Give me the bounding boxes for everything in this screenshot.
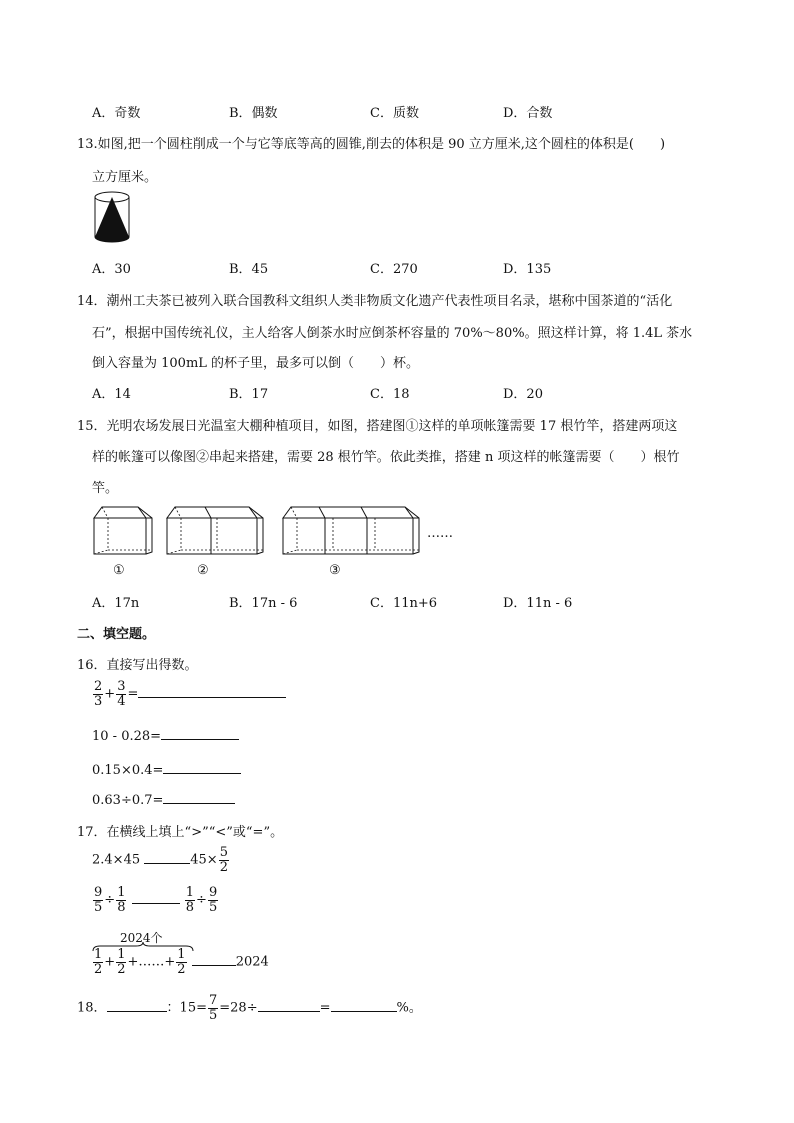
q15-option-a: A．17n (92, 596, 140, 611)
q14-stem-line3: 倒入容量为 100mL 的杯子里，最多可以倒（ ）杯。 (92, 356, 420, 371)
fraction: $\frac{1}{8}$ (117, 885, 126, 915)
q18-row: 18． ：15= $\frac{7}{5}$ =28÷ = %。 (77, 993, 422, 1023)
fraction: $\frac{1}{2}$ (117, 947, 126, 977)
q14-option-d: D．20 (503, 387, 543, 402)
q15-option-d: D．11n - 6 (503, 596, 573, 611)
tent-label-2: ② (197, 563, 209, 578)
q16-stem: 16．直接写出得数。 (77, 658, 198, 673)
brace-label: 2024个 (120, 931, 163, 945)
fraction: $\frac{5}{2}$ (219, 845, 228, 875)
q13-stem-line1: 13.如图,把一个圆柱削成一个与它等底等高的圆锥,削去的体积是 90 立方厘米,这个圆柱的体积是( ) (77, 137, 666, 152)
q13-option-d: D．135 (503, 262, 552, 277)
q16-expr4: 0.63÷0.7= (92, 790, 235, 808)
q14-option-c: C．18 (370, 387, 410, 402)
answer-blank[interactable] (163, 760, 241, 774)
q17-row2: $\frac{9}{5}$ ÷ $\frac{1}{8}$ $\frac{1}{8}$ ÷ $\frac{9}{5}$ (94, 885, 218, 915)
answer-blank[interactable] (107, 998, 167, 1012)
q13-option-c: C．270 (370, 262, 418, 277)
q13-option-a: A．30 (92, 262, 131, 277)
q14-option-b: B．17 (229, 387, 269, 402)
fraction: $\frac{3}{4}$ (117, 679, 126, 709)
tent-label-3: ③ (329, 563, 341, 578)
q15-option-c: C．11n+6 (370, 596, 438, 611)
fraction: $\frac{2}{3}$ (94, 679, 103, 709)
q13-stem-line2: 立方厘米。 (92, 170, 158, 185)
q12-option-b: B．偶数 (229, 106, 278, 121)
fraction: $\frac{1}{8}$ (185, 885, 195, 915)
q14-stem-line2: 石”，根据中国传统礼仪，主人给客人倒茶水时应倒茶杯容量的 70%～80%。照这样计算，将 1.4L 茶水 (92, 326, 693, 341)
q13-option-b: B．45 (229, 262, 269, 277)
q16-expr3: 0.15×0.4= (92, 760, 241, 778)
answer-blank[interactable] (258, 998, 320, 1012)
q14-option-a: A．14 (92, 387, 131, 402)
answer-blank[interactable] (161, 726, 239, 740)
q17-stem: 17．在横线上填上“>”“<”或“=”。 (77, 825, 284, 840)
cylinder-cone-figure (92, 190, 132, 246)
fraction: $\frac{1}{2}$ (94, 947, 103, 977)
q16-expr1: $\frac{2}{3}$ + $\frac{3}{4}$ = (92, 680, 286, 708)
q15-stem-line2: 样的帐篷可以像图②串起来搭建，需要 28 根竹竿。依此类推，搭建 n 项这样的帐篷需要（ ）根竹 (92, 450, 680, 465)
tent-figure-2 (165, 504, 265, 556)
tent-figure-ellipsis: …… (427, 526, 453, 541)
compare-blank[interactable] (192, 952, 236, 966)
q16-expr2: 10 - 0.28= (92, 726, 239, 744)
answer-blank[interactable] (138, 684, 286, 698)
q17-row1: 2.4×45 45× $\frac{5}{2}$ (92, 845, 228, 875)
fraction: $\frac{9}{5}$ (94, 885, 103, 915)
compare-blank[interactable] (144, 850, 190, 864)
q12-option-a: A．奇数 (92, 106, 141, 121)
fraction: $\frac{7}{5}$ (208, 993, 218, 1023)
q15-stem-line3: 竿。 (92, 481, 119, 496)
answer-blank[interactable] (163, 790, 235, 804)
q15-option-b: B．17n - 6 (229, 596, 298, 611)
q14-stem-line1: 14．潮州工夫茶已被列入联合国教科文组织人类非物质文化遗产代表性项目名录，堪称中国茶道的“活化 (77, 294, 673, 309)
q15-stem-line1: 15．光明农场发展日光温室大棚种植项目，如图，搭建图①这样的单项帐篷需要 17 根竹竿，搭建两项这 (77, 419, 678, 434)
compare-blank[interactable] (132, 890, 180, 904)
tent-figure-1 (92, 504, 156, 556)
q17-row3: $\frac{1}{2}$ + $\frac{1}{2}$ +……+ $\frac{1}{2}$ 2024 (94, 947, 269, 977)
fraction: $\frac{9}{5}$ (208, 885, 218, 915)
tent-figure-3 (281, 504, 421, 556)
q12-option-c: C．质数 (370, 106, 419, 121)
fraction: $\frac{1}{2}$ (177, 947, 186, 977)
q12-option-d: D．合数 (503, 106, 553, 121)
section-title-fill-in: 二、填空题。 (77, 627, 156, 642)
tent-label-1: ① (113, 563, 125, 578)
answer-blank[interactable] (331, 998, 397, 1012)
